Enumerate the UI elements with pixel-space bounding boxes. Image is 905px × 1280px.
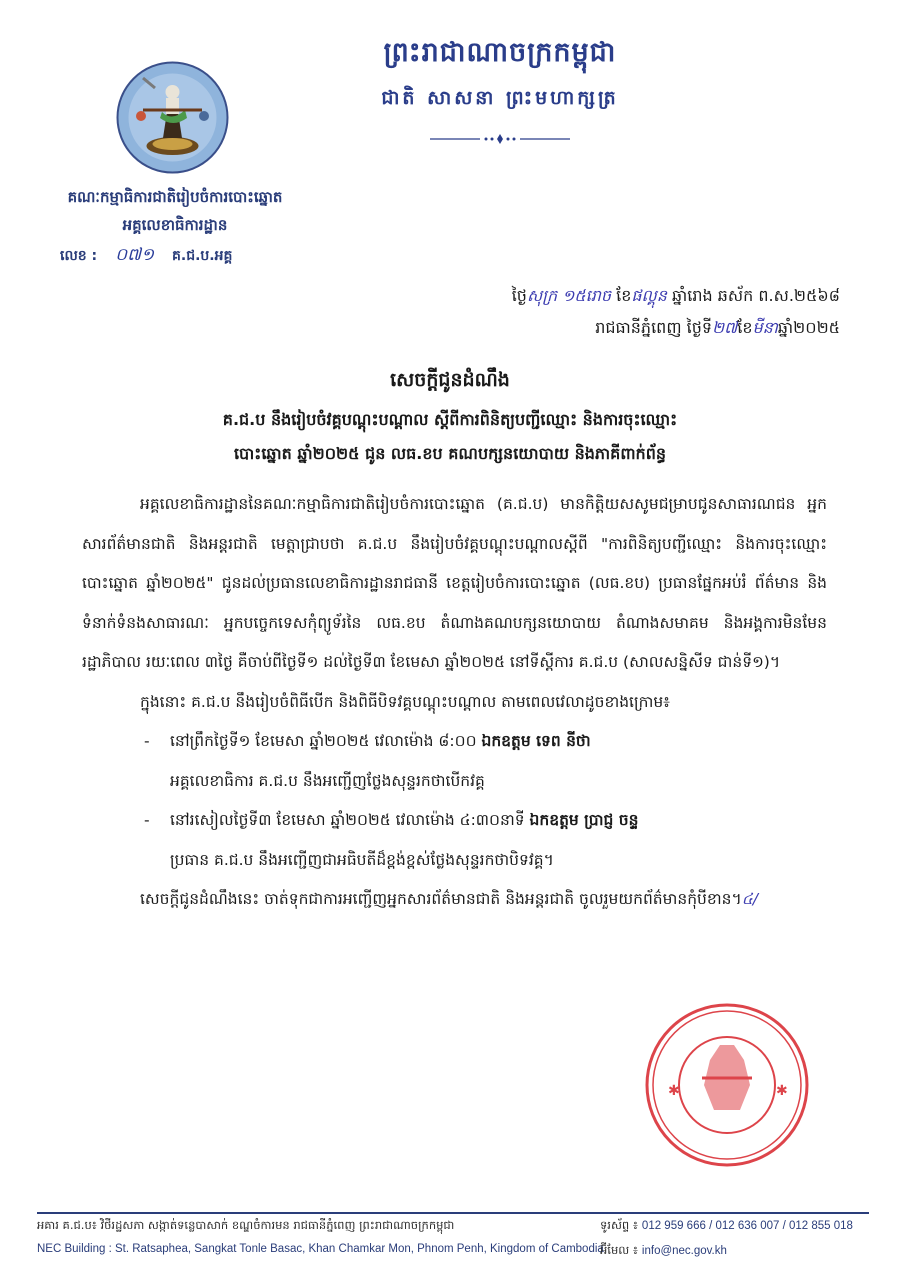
footer-address-english: NEC Building : St. Ratsaphea, Sangkat Tonle Basac, Khan Chamkar Mon, Phnom Penh, Kingdom of Cambodia [37,1243,604,1255]
schedule-item-role: ប្រធាន គ.ជ.ប នឹងអញ្ជើញជាអធិបតីដ៏ខ្ពង់ខ្ពស់ថ្លែងសុន្ទរកថាបិទវគ្គ។ [170,850,554,869]
national-motto: ជាតិ សាសនា ព្រះមហាក្សត្រ [381,87,619,109]
svg-text:✱: ✱ [668,1083,680,1099]
organization-name: គណៈកម្មាធិការជាតិរៀបចំការបោះឆ្នោត [67,188,283,206]
phone-value: 012 959 666 / 012 636 007 / 012 855 018 [641,1220,853,1232]
nec-emblem-logo [115,60,230,175]
schedule-item-text: នៅរសៀលថ្ងៃទី៣ ខែមេសា ឆ្នាំ២០២៥ វេលាម៉ោង ៤:៣០នាទី [170,811,530,829]
paragraph-1: អគ្គលេខាធិការដ្ឋាននៃគណៈកម្មាធិការជាតិរៀបចំការបោះឆ្នោត (គ.ជ.ប) មានកិត្តិយសសូមជម្រាបជូនសាធារណជន អ្នកសារព័ត៌មានជាតិ និងអន្តរជាតិ មេត្តាជ្រាបថា គ.ជ.ប នឹងរៀបចំវគ្គបណ្តុះបណ្តាលស្តីពី "ការពិនិត្យបញ្ជីឈ្មោះ និងការចុះឈ្មោះបោះឆ្នោត ឆ្នាំ២០២៥" ជូនដល់ប្រធានលេខាធិការដ្ឋានរាជធានី ខេត្តរៀបចំការបោះឆ្នោត (លធ.ខប) ប្រធានផ្នែកអប់រំ ព័ត៌មាន និងទំនាក់ទំនងសាធារណៈ អ្នកបច្ចេកទេសកុំព្យូទ័រនៃ លធ.ខប តំណាងគណបក្សនយោបាយ តំណាងសមាគម និងអង្គការមិនមែនរដ្ឋាភិបាល រយៈពេល ៣ថ្ងៃ គឺចាប់ពីថ្ងៃទី១ ដល់ថ្ងៃទី៣ ខែមេសា ឆ្នាំ២០២៥ នៅទីស្តីការ គ.ជ.ប (សាលសន្និសីទ ជាន់ទី១)។ [82,495,827,671]
reference-number-row [60,244,320,269]
handwritten-solar-month: មីនា [752,318,778,337]
kingdom-title: ព្រះរាជាណាចក្រកម្ពុជា [383,37,617,68]
reference-label: លេខ : [60,248,98,264]
svg-text:✱: ✱ [776,1083,788,1099]
schedule-item-opening [144,722,827,801]
solar-year: ឆ្នាំ២០២៥ [777,318,840,337]
lunar-date-prefix: ថ្ងៃ [511,286,527,305]
handwritten-solar-day: ២៧ [712,318,738,337]
solar-date [370,317,840,341]
lunar-month-prefix: ខែ [616,286,632,305]
document-body [82,485,827,920]
handwritten-lunar-month: ផល្គុន [631,286,667,305]
schedule-item-person: ឯកឧត្តម ទេព នីថា [481,732,591,750]
schedule-item-person: ឯកឧត្តម ប្រាជ្ញ ចន្ទ [529,811,639,829]
reference-suffix: គ.ជ.ប.អគ្គ [172,248,233,264]
subtitle-line-1: គ.ជ.ប នឹងរៀបចំវគ្គបណ្តុះបណ្តាល ស្តីពីការពិនិត្យបញ្ជីឈ្មោះ និងការចុះឈ្មោះ [222,410,678,429]
footer-divider [37,1212,869,1214]
handwritten-lunar-day: សុក្រ ១៥រោច [526,286,612,305]
schedule-item-role: អគ្គលេខាធិការ គ.ជ.ប នឹងអញ្ជើញថ្លែងសុន្ទរកថាបើកវគ្គ [170,771,485,790]
emblem-icon [115,60,230,175]
department-name: អគ្គលេខាធិការដ្ឋាន [122,216,228,234]
schedule-item-text: នៅព្រឹកថ្ងៃទី១ ខែមេសា ឆ្នាំ២០២៥ វេលាម៉ោង ៨:០០ [170,732,482,750]
handwritten-initials: ៤/ [741,890,758,908]
official-red-seal-icon [630,1000,825,1170]
lunar-year: ឆ្នាំរោង ឆស័ក ព.ស.២៥៦៨ [672,286,840,305]
solar-date-prefix: រាជធានីភ្នំពេញ ថ្ងៃទី [595,318,713,337]
document-title: សេចក្តីជូនដំណឹង [390,369,510,391]
email-label: អ៊ីមែល ៖ [600,1243,638,1257]
paragraph-3 [82,880,827,920]
phone-label: ទូរស័ព្ទ ៖ [600,1218,638,1232]
schedule-item-closing [144,801,827,880]
solar-month-prefix: ខែ [737,318,753,337]
subtitle-line-2: បោះឆ្នោត ឆ្នាំ២០២៥ ជូន លធ.ខប គណបក្សនយោបាយ និងភាគីពាក់ព័ន្ធ [233,444,667,463]
document-subtitle [60,403,840,471]
reference-number: ០៧១ [115,245,154,265]
schedule-list [144,722,827,880]
footer-email [600,1243,727,1260]
footer-phone [600,1218,853,1235]
decorative-divider-icon [430,134,570,144]
email-value[interactable]: info@nec.gov.kh [641,1245,727,1257]
paragraph-2: ក្នុងនោះ គ.ជ.ប នឹងរៀបចំពិធីបើក និងពិធីបិទវគ្គបណ្តុះបណ្តាល តាមពេលវេលាដូចខាងក្រោម៖ [140,692,670,711]
paragraph-3-text: សេចក្តីជូនដំណឹងនេះ ចាត់ទុកជាការអញ្ជើញអ្នកសារព័ត៌មានជាតិ និងអន្តរជាតិ ចូលរួមយកព័ត៌មានកុំបីខាន។ [140,890,742,908]
lunar-date [370,285,840,309]
footer-address-khmer: អគារ គ.ជ.ប៖ វិថីរដ្ឋសភា សង្កាត់ទន្លេបាសាក់ ខណ្ឌចំការមន រាជធានីភ្នំពេញ ព្រះរាជាណាចក្រកម្ពុជា [37,1218,455,1232]
